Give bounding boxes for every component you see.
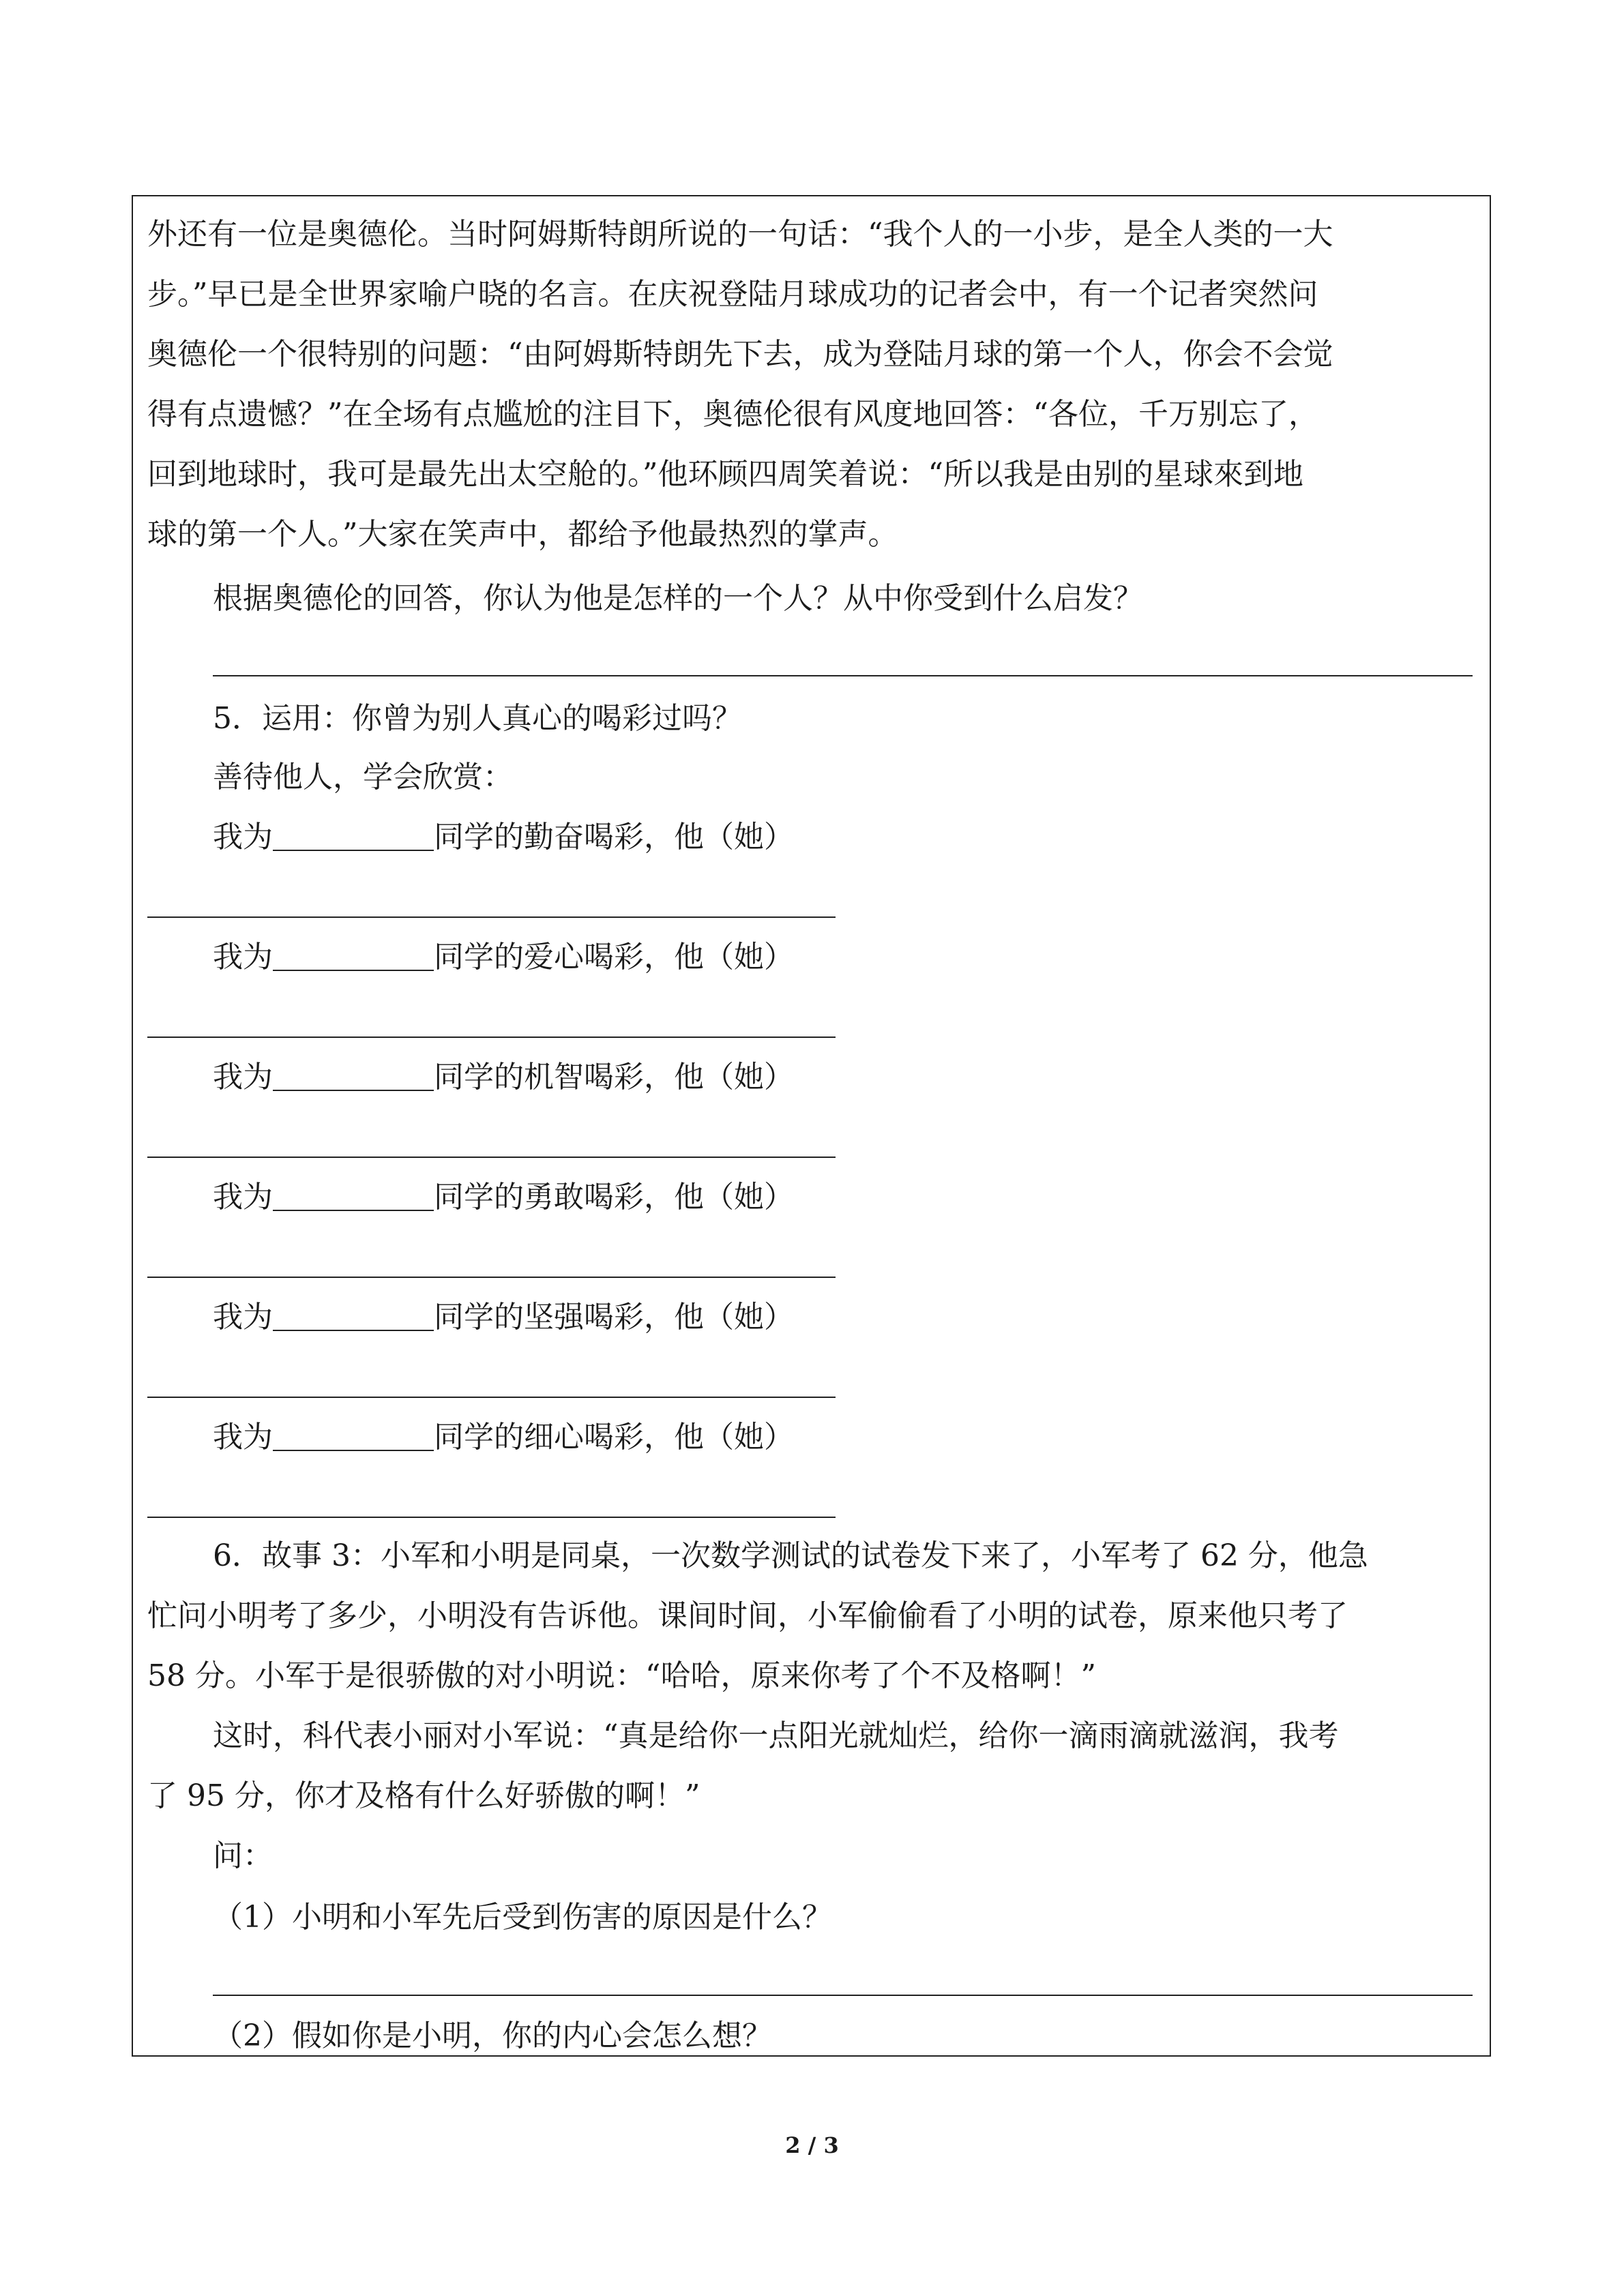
q6-line: 忙问小明考了多少，小明没有告诉他。课间时间，小军偷偷看了小明的试卷，原来他只考了 — [147, 1598, 1348, 1633]
q5-title: 5．运用：你曾为别人真心的喝彩过吗？ — [213, 701, 742, 736]
answer-line-q5-2[interactable] — [147, 1037, 836, 1038]
question-4: 根据奥德伦的回答，你认为他是怎样的一个人？从中你受到什么启发？ — [213, 581, 1143, 616]
q5-item-text: 同学的细心喝彩，他（她） — [434, 1420, 794, 1455]
story-line: 外还有一位是奥德伦。当时阿姆斯特朗所说的一句话：“我个人的一小步，是全人类的一大 — [147, 217, 1333, 252]
q5-item — [213, 1177, 794, 1218]
q5-item-text: 同学的勤奋喝彩，他（她） — [434, 820, 794, 854]
story-line: 球的第一个人。”大家在笑声中，都给予他最热烈的掌声。 — [147, 517, 898, 552]
name-blank[interactable] — [273, 820, 434, 851]
answer-line-q6-1[interactable] — [213, 1995, 1473, 1996]
q5-prefix: 我为 — [213, 1300, 273, 1335]
name-blank[interactable] — [273, 1420, 434, 1451]
q5-item — [213, 1057, 794, 1098]
q5-item — [213, 1297, 794, 1338]
q6-ask-label: 问： — [213, 1838, 273, 1873]
story-line: 得有点遗憾？”在全场有点尴尬的注目下，奥德伦很有风度地回答：“各位，千万别忘了， — [147, 397, 1318, 432]
q6-subquestion-1: （1）小明和小军先后受到伤害的原因是什么？ — [213, 1900, 832, 1935]
q5-item-text: 同学的勇敢喝彩，他（她） — [434, 1180, 794, 1214]
name-blank[interactable] — [273, 940, 434, 971]
q5-subtitle: 善待他人，学会欣赏： — [213, 760, 513, 794]
q5-item-text: 同学的爱心喝彩，他（她） — [434, 940, 794, 974]
name-blank[interactable] — [273, 1300, 434, 1331]
q5-prefix: 我为 — [213, 940, 273, 974]
name-blank[interactable] — [273, 1180, 434, 1211]
q6-line: 这时，科代表小丽对小军说：“真是给你一点阳光就灿烂，给你一滴雨滴就滋润，我考 — [213, 1718, 1339, 1753]
answer-line-q5-5[interactable] — [147, 1397, 836, 1398]
q5-item — [213, 937, 794, 978]
q6-line: 6．故事 3：小军和小明是同桌，一次数学测试的试卷发下来了，小军考了 62 分，他急 — [213, 1538, 1368, 1573]
name-blank[interactable] — [273, 1060, 434, 1091]
story-line: 步。”早已是全世界家喻户晓的名言。在庆祝登陆月球成功的记者会中，有一个记者突然问 — [147, 277, 1318, 312]
page-number: 2 / 3 — [785, 2132, 839, 2158]
q5-item-text: 同学的机智喝彩，他（她） — [434, 1060, 794, 1094]
q5-item — [213, 1417, 794, 1458]
answer-line-q4[interactable] — [213, 675, 1473, 676]
q5-prefix: 我为 — [213, 1180, 273, 1214]
q5-item — [213, 817, 794, 858]
q5-prefix: 我为 — [213, 820, 273, 854]
q5-prefix: 我为 — [213, 1420, 273, 1455]
q6-subquestion-2: （2）假如你是小明，你的内心会怎么想？ — [213, 2018, 772, 2053]
answer-line-q5-4[interactable] — [147, 1277, 836, 1278]
q5-prefix: 我为 — [213, 1060, 273, 1094]
story-line: 回到地球时，我可是最先出太空舱的。”他环顾四周笑着说：“所以我是由别的星球來到地 — [147, 457, 1303, 492]
q6-line: 了 95 分，你才及格有什么好骄傲的啊！” — [147, 1778, 700, 1813]
answer-line-q5-6[interactable] — [147, 1517, 836, 1518]
answer-line-q5-1[interactable] — [147, 916, 836, 918]
q5-item-text: 同学的坚强喝彩，他（她） — [434, 1300, 794, 1335]
story-line: 奥德伦一个很特别的问题：“由阿姆斯特朗先下去，成为登陆月球的第一个人，你会不会觉 — [147, 337, 1333, 372]
answer-line-q5-3[interactable] — [147, 1157, 836, 1158]
q6-line: 58 分。小军于是很骄傲的对小明说：“哈哈，原来你考了个不及格啊！” — [147, 1658, 1096, 1693]
